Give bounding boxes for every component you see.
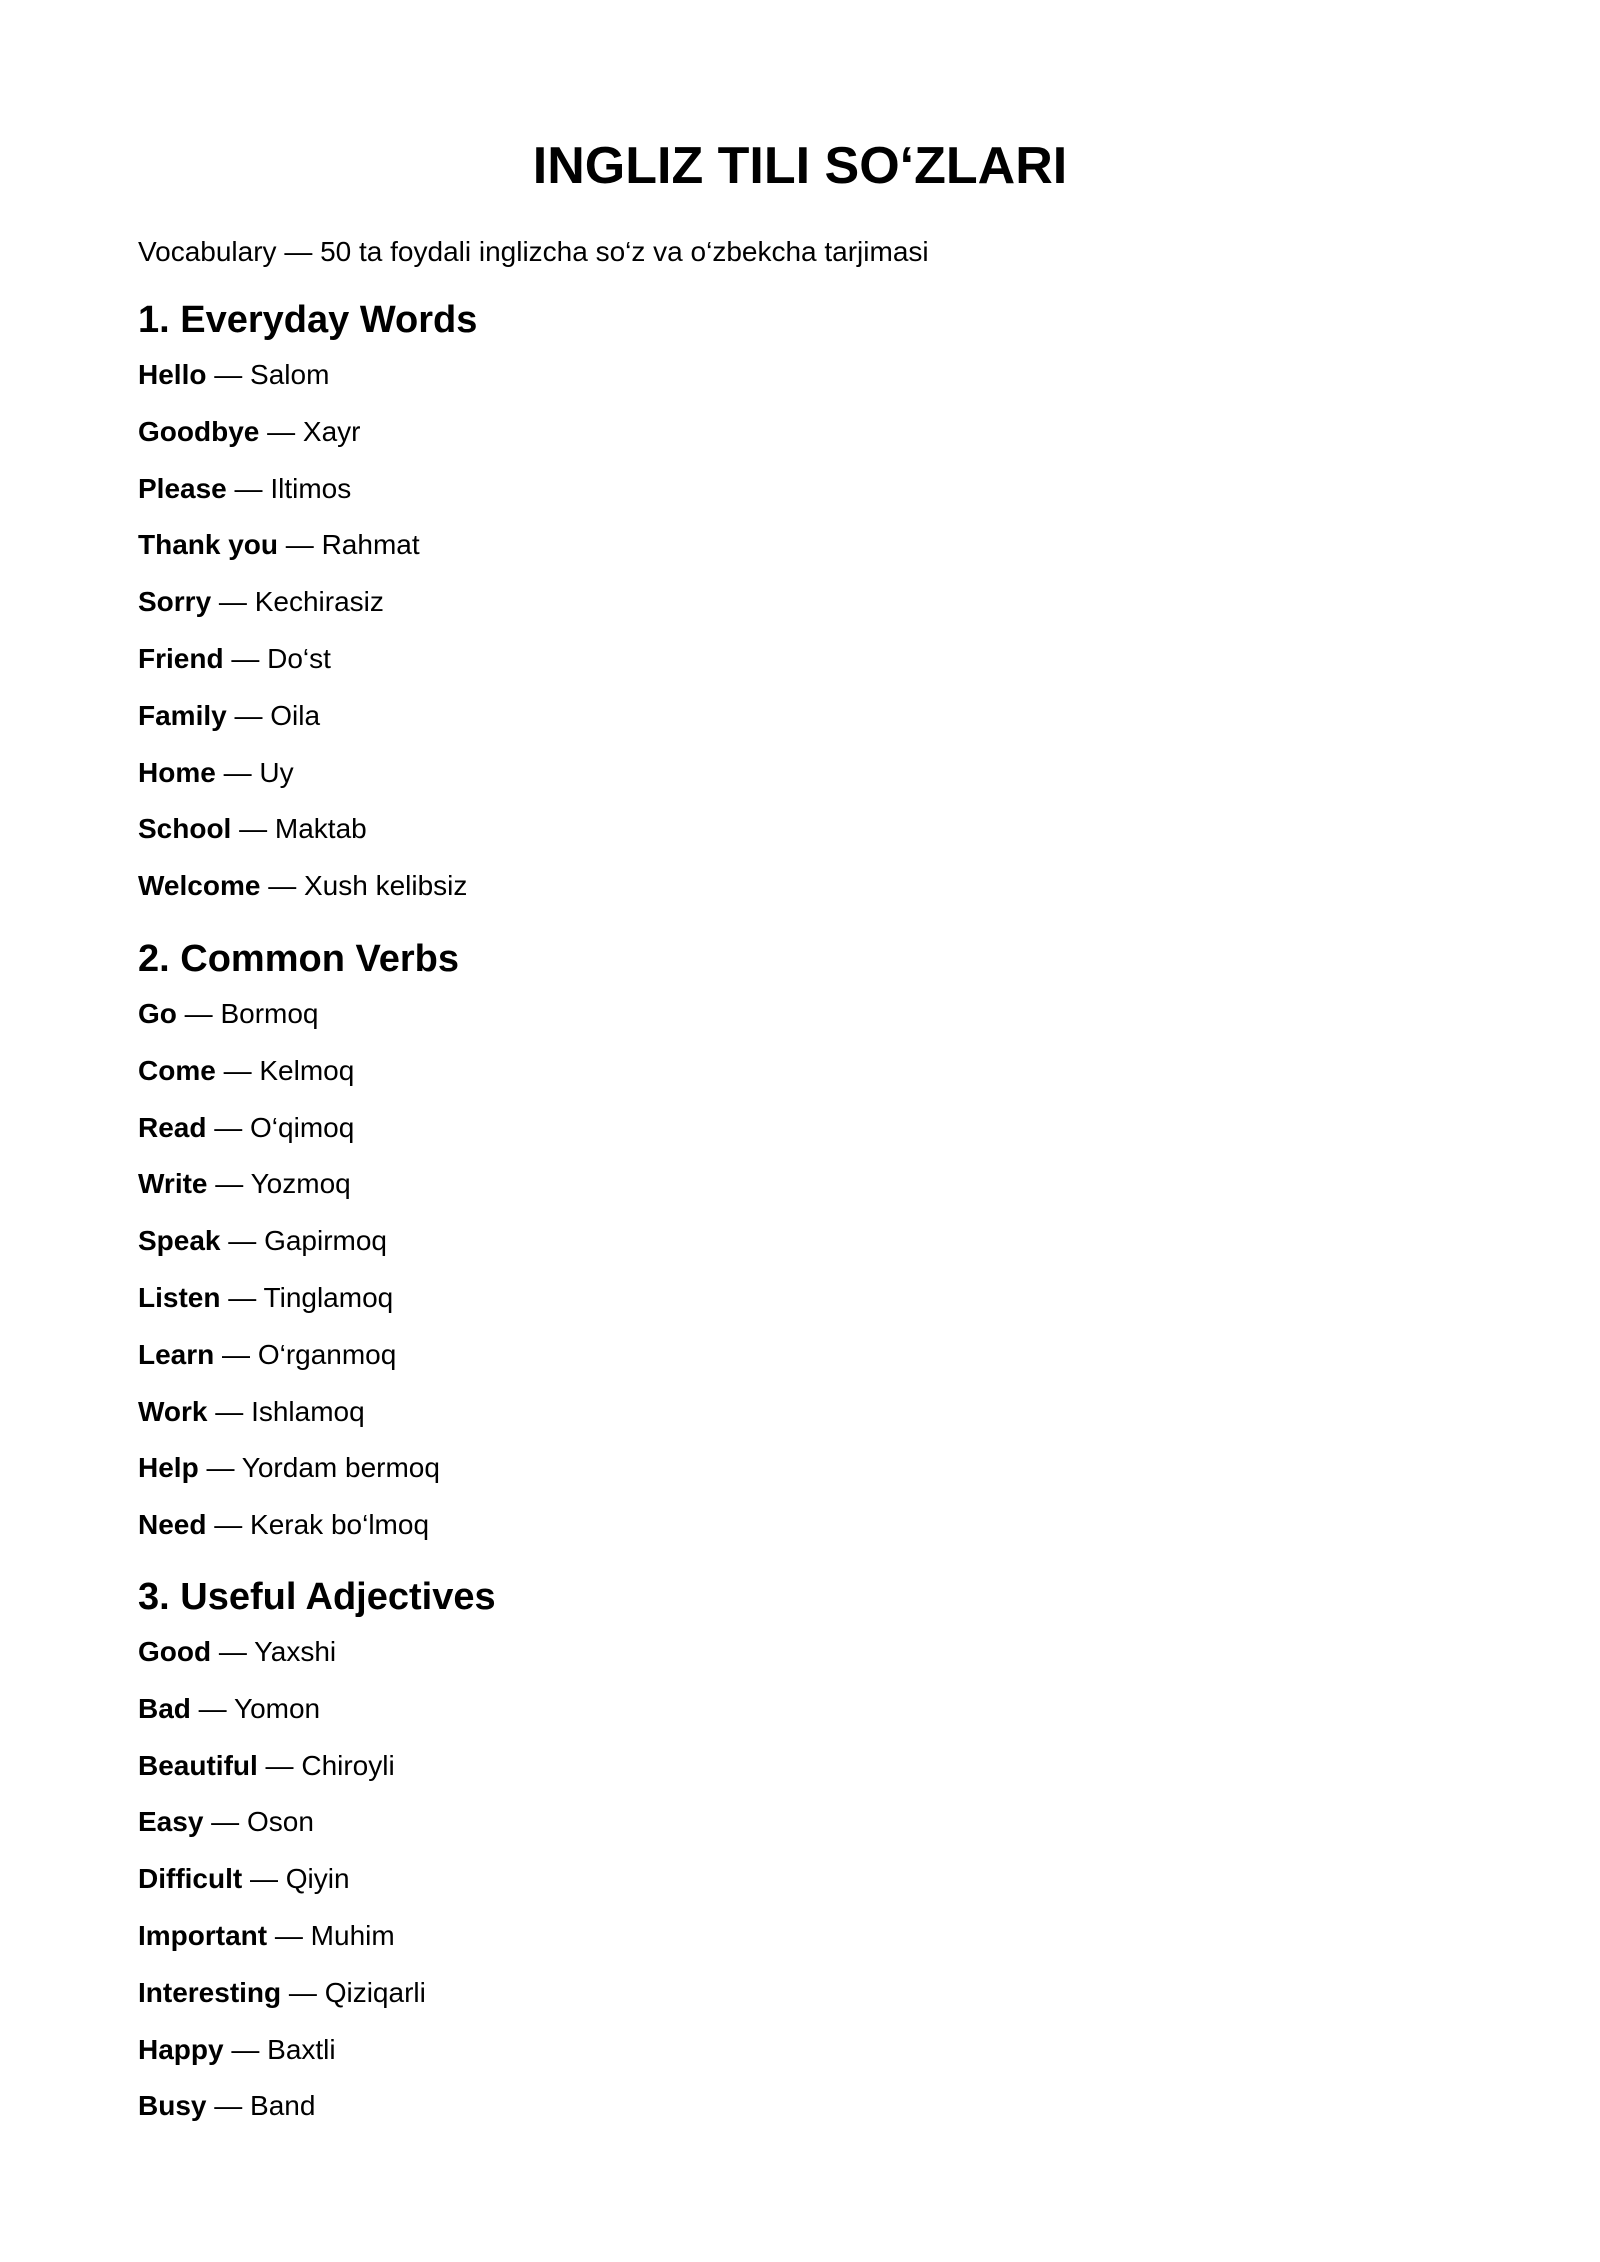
english-word: Need — [138, 1509, 207, 1541]
section-common-verbs — [138, 935, 1438, 1564]
english-word: Good — [138, 1636, 212, 1667]
vocab-entry — [138, 584, 1438, 620]
uzbek-translation: Do‘st — [267, 642, 331, 674]
separator-dash: — — [278, 529, 322, 561]
english-word: Family — [138, 699, 227, 731]
english-word: Happy — [138, 2033, 224, 2065]
vocab-entry — [138, 1804, 1438, 1840]
vocab-entry — [138, 1748, 1438, 1784]
english-word: Help — [138, 1452, 199, 1484]
english-word: Read — [138, 1111, 207, 1143]
uzbek-translation: Ishlamoq — [251, 1395, 365, 1427]
vocab-entry — [138, 641, 1438, 677]
section-heading: 2. Common Verbs — [138, 938, 459, 980]
separator-dash: — — [214, 1338, 258, 1370]
separator-dash: — — [242, 1863, 286, 1895]
english-word: Important — [138, 1919, 268, 1951]
page-title: INGLIZ TILI SO‘ZLARI — [532, 137, 1068, 195]
vocab-entry — [138, 1507, 1438, 1543]
uzbek-translation: Yomon — [233, 1692, 321, 1724]
separator-dash: — — [257, 1749, 302, 1781]
english-word: Difficult — [138, 1863, 243, 1895]
separator-dash: — — [207, 1168, 251, 1200]
separator-dash: — — [211, 1636, 255, 1667]
english-word: Interesting — [138, 1976, 282, 2008]
uzbek-translation: Uy — [259, 756, 294, 788]
uzbek-translation: Qiyin — [285, 1863, 350, 1895]
english-word: Speak — [138, 1225, 221, 1257]
vocab-entry — [138, 1280, 1438, 1316]
section-everyday-words — [138, 296, 1438, 925]
english-word: Listen — [138, 1281, 221, 1313]
vocab-entry — [138, 527, 1438, 563]
uzbek-translation: Oila — [270, 699, 321, 731]
english-word: Welcome — [138, 870, 261, 902]
english-word: Home — [138, 756, 216, 788]
english-word: Please — [138, 472, 227, 504]
english-word: Hello — [138, 359, 207, 390]
vocab-entry — [138, 2032, 1438, 2068]
word-list — [138, 357, 1438, 904]
separator-dash: — — [190, 1692, 234, 1724]
vocab-entry — [138, 1691, 1438, 1727]
separator-dash: — — [176, 998, 221, 1029]
english-word: Work — [138, 1395, 208, 1427]
uzbek-translation: Kechirasiz — [254, 586, 384, 618]
uzbek-translation: Gapirmoq — [264, 1225, 387, 1257]
uzbek-translation: Bormoq — [220, 998, 319, 1029]
separator-dash: — — [231, 813, 275, 845]
uzbek-translation: Tinglamoq — [263, 1281, 394, 1313]
english-word: Write — [138, 1168, 208, 1200]
separator-dash: — — [206, 1111, 251, 1143]
uzbek-translation: Qiziqarli — [324, 1976, 426, 2008]
uzbek-translation: Salom — [250, 359, 330, 390]
uzbek-translation: Muhim — [310, 1919, 395, 1951]
separator-dash: — — [203, 1806, 247, 1838]
separator-dash: — — [223, 642, 268, 674]
english-word: Come — [138, 1054, 216, 1086]
page-subtitle: Vocabulary — 50 ta foydali inglizcha so‘z va o‘zbekcha tarjimasi — [138, 236, 929, 267]
uzbek-translation: Yordam bermoq — [241, 1452, 440, 1484]
separator-dash: — — [259, 415, 303, 447]
vocab-entry — [138, 1053, 1438, 1089]
english-word: Learn — [138, 1338, 215, 1370]
vocab-entry — [138, 471, 1438, 507]
uzbek-translation: Iltimos — [270, 472, 352, 504]
section-heading: 1. Everyday Words — [138, 299, 478, 341]
uzbek-translation: Kerak bo‘lmoq — [250, 1509, 430, 1541]
uzbek-translation: Chiroyli — [301, 1749, 395, 1781]
vocab-entry — [138, 698, 1438, 734]
vocab-entry — [138, 1861, 1438, 1897]
vocab-entry — [138, 1223, 1438, 1259]
separator-dash: — — [226, 472, 271, 504]
separator-dash: — — [260, 870, 304, 902]
vocab-entry — [138, 1975, 1438, 2011]
separator-dash: — — [223, 2033, 268, 2065]
vocab-entry — [138, 1450, 1438, 1486]
separator-dash: — — [198, 1452, 242, 1484]
uzbek-translation: Kelmoq — [259, 1054, 355, 1086]
separator-dash: — — [215, 1054, 260, 1086]
vocab-entry — [138, 1394, 1438, 1430]
section-heading: 3. Useful Adjectives — [138, 1576, 496, 1618]
uzbek-translation: Rahmat — [321, 529, 420, 561]
separator-dash: — — [281, 1976, 325, 2008]
english-word: Sorry — [138, 586, 212, 618]
uzbek-translation: Yozmoq — [250, 1168, 351, 1200]
uzbek-translation: Xush kelibsiz — [303, 870, 468, 902]
uzbek-translation: Oson — [246, 1806, 314, 1838]
separator-dash: — — [267, 1919, 311, 1951]
separator-dash: — — [206, 1509, 251, 1541]
english-word: Go — [138, 998, 177, 1029]
section-useful-adjectives — [138, 1573, 1438, 2145]
vocab-entry — [138, 2088, 1438, 2124]
english-word: Goodbye — [138, 415, 260, 447]
vocab-entry — [138, 1337, 1438, 1373]
vocab-entry — [138, 996, 1438, 1032]
separator-dash: — — [220, 1225, 265, 1257]
vocab-entry — [138, 1634, 1438, 1670]
uzbek-translation: Yaxshi — [254, 1636, 337, 1667]
separator-dash: — — [215, 756, 260, 788]
uzbek-translation: O‘qimoq — [250, 1111, 355, 1143]
uzbek-translation: Baxtli — [267, 2033, 336, 2065]
uzbek-translation: O‘rganmoq — [257, 1338, 397, 1370]
vocab-entry — [138, 1166, 1438, 1202]
uzbek-translation: Xayr — [302, 415, 361, 447]
word-list — [138, 996, 1438, 1543]
vocab-entry — [138, 1110, 1438, 1146]
vocab-entry — [138, 1918, 1438, 1954]
separator-dash: — — [226, 699, 271, 731]
uzbek-translation: Band — [250, 2090, 316, 2122]
english-word: Friend — [138, 642, 224, 674]
vocab-entry — [138, 357, 1438, 393]
word-list — [138, 1634, 1438, 2124]
separator-dash: — — [211, 586, 255, 618]
english-word: Beautiful — [138, 1749, 258, 1781]
separator-dash: — — [206, 359, 251, 390]
vocab-entry — [138, 868, 1438, 904]
vocab-entry — [138, 811, 1438, 847]
vocab-entry — [138, 755, 1438, 791]
separator-dash: — — [207, 1395, 252, 1427]
vocab-entry — [138, 414, 1438, 450]
english-word: Busy — [138, 2090, 207, 2122]
english-word: School — [138, 813, 232, 845]
uzbek-translation: Maktab — [274, 813, 367, 845]
separator-dash: — — [206, 2090, 251, 2122]
english-word: Thank you — [138, 529, 279, 561]
english-word: Bad — [138, 1692, 191, 1724]
separator-dash: — — [220, 1281, 264, 1313]
english-word: Easy — [138, 1806, 204, 1838]
